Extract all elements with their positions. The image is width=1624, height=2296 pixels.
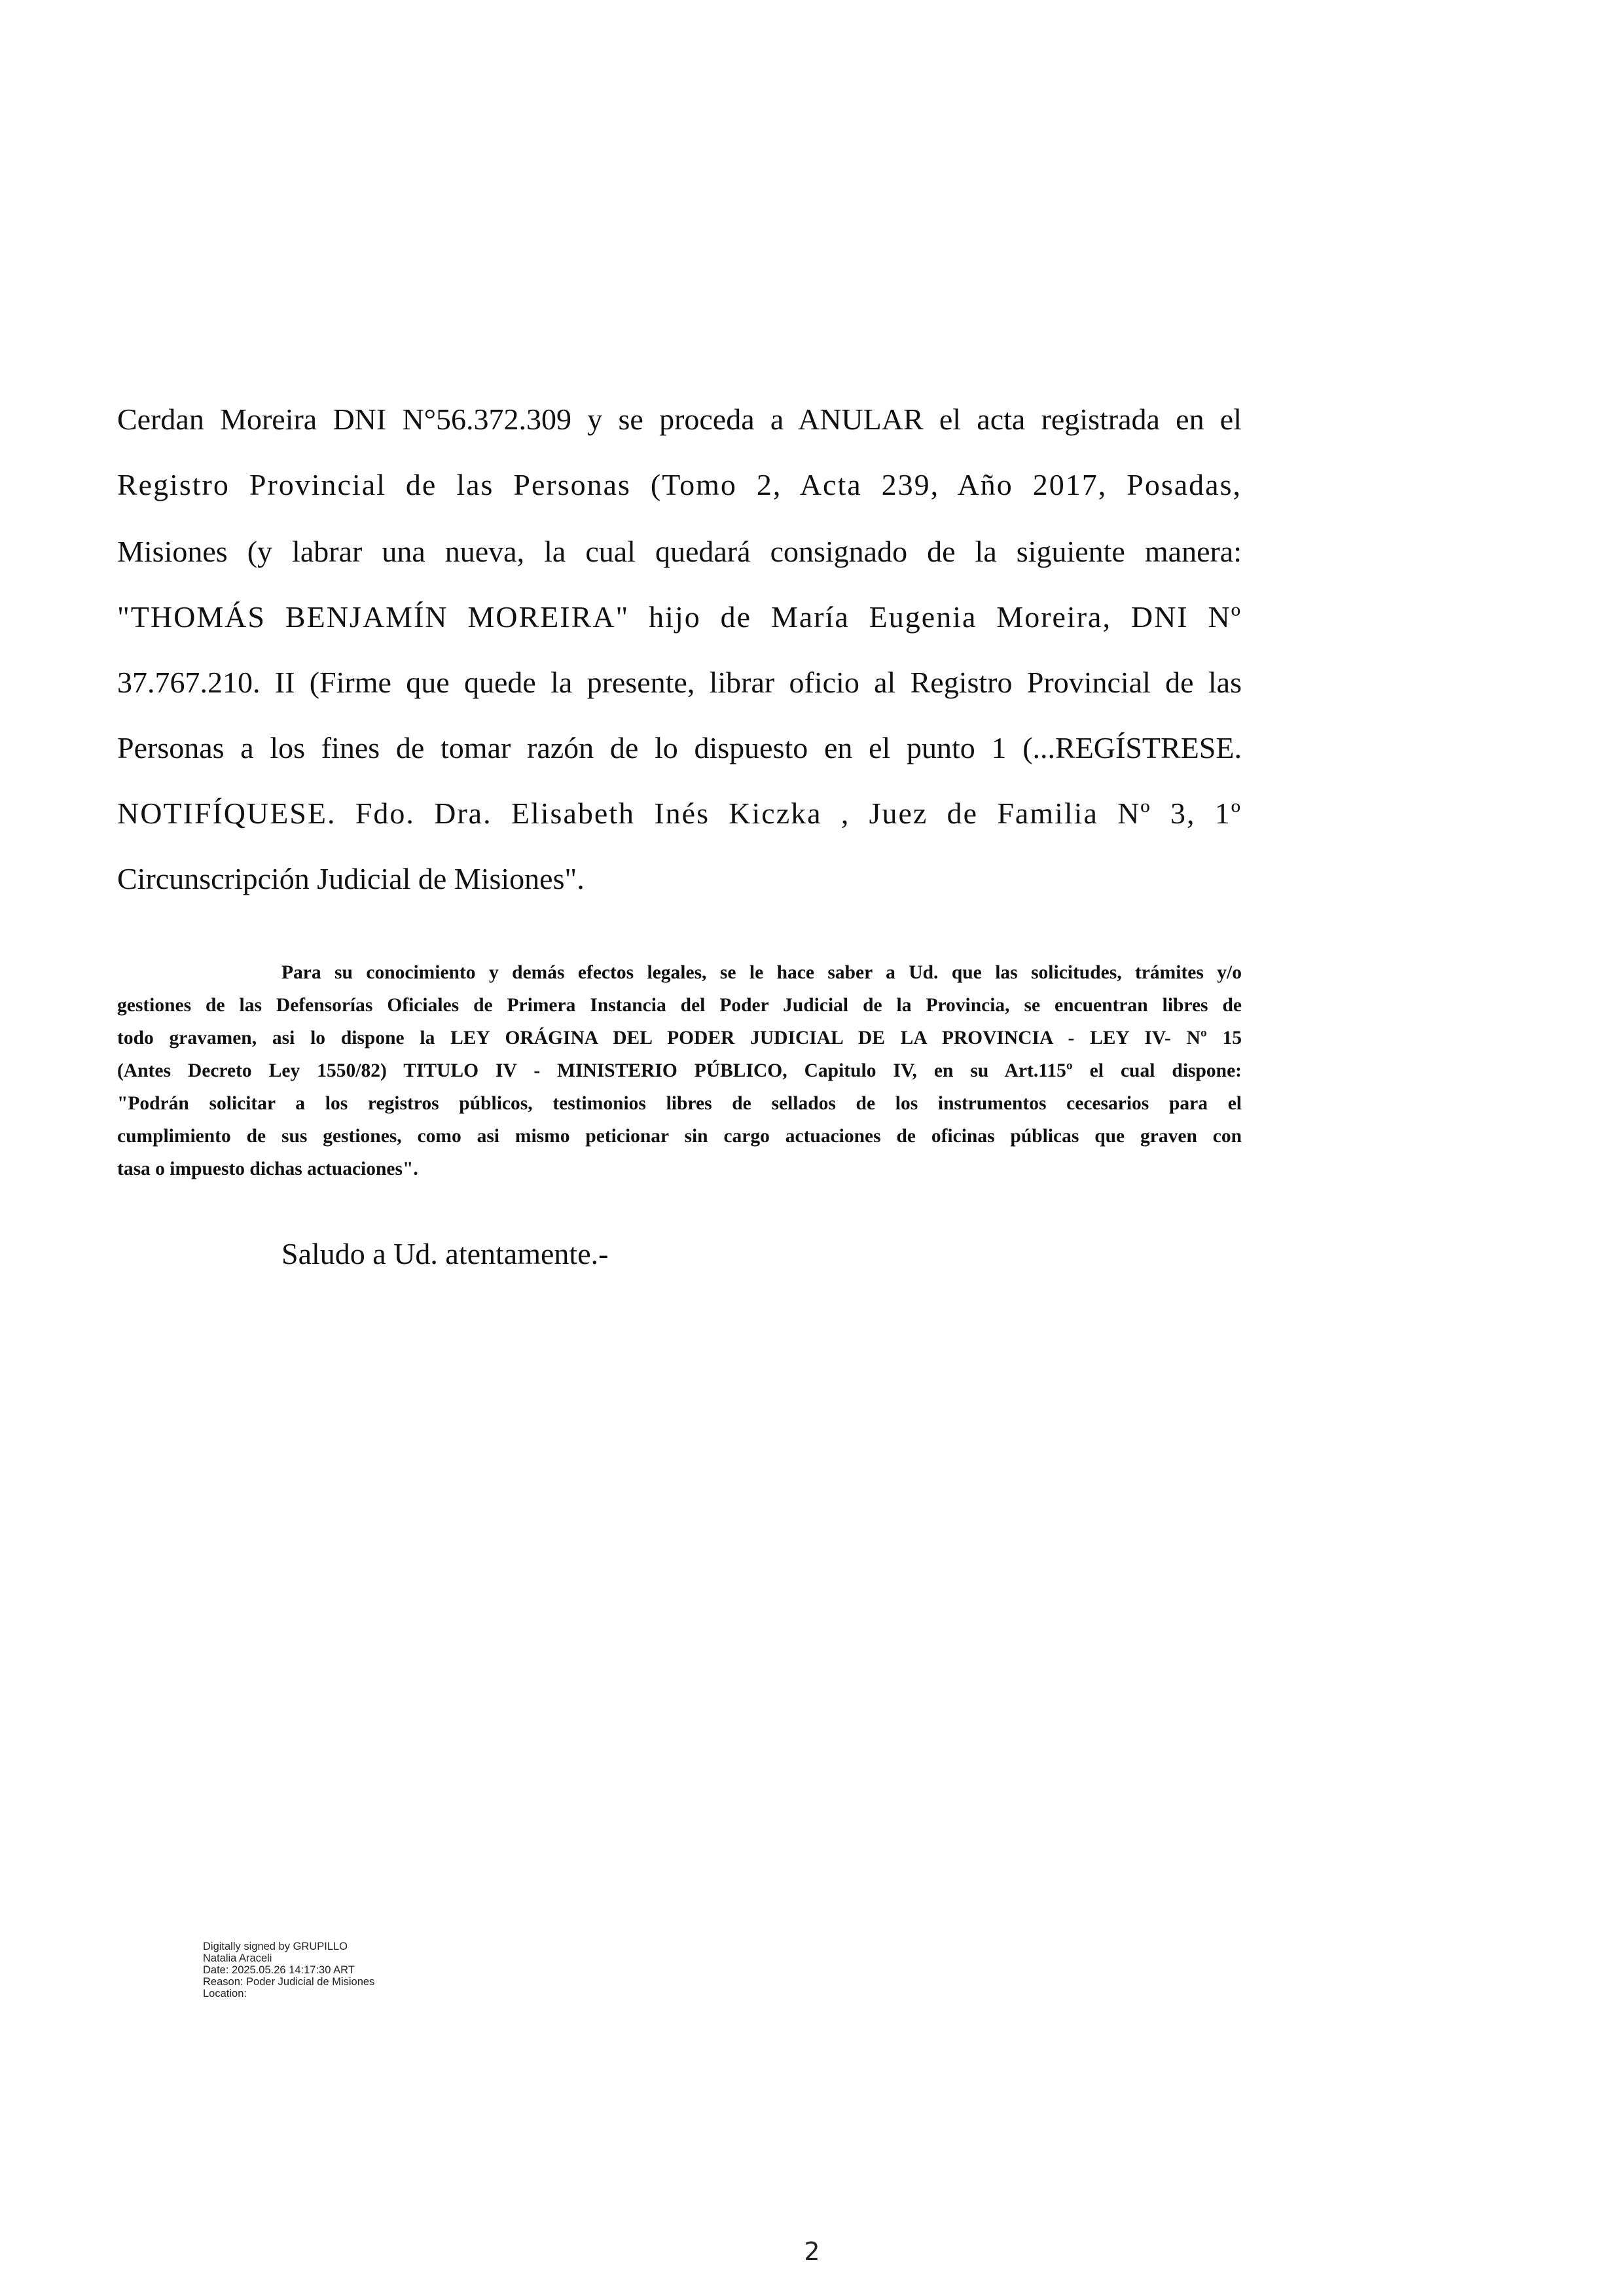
page-number: 2 <box>804 2237 820 2266</box>
notice-line: (Antes Decreto Ley 1550/82) TITULO IV - MINISTERIO PÚBLICO, Capitulo IV, en su Art.115º el cual dispone: <box>117 1060 1242 1081</box>
signature-line: Digitally signed by GRUPILLO <box>203 1941 348 1952</box>
body-line: Cerdan Moreira DNI N°56.372.309 y se proceda a ANULAR el acta registrada en el <box>117 403 1242 436</box>
notice-line: "Podrán solicitar a los registros públicos, testimonios libres de sellados de los instrumentos cecesarios para el <box>117 1093 1242 1114</box>
signature-line: Location: <box>203 1988 247 2000</box>
signature-line: Natalia Araceli <box>203 1952 272 1964</box>
body-line: Misiones (y labrar una nueva, la cual quedará consignado de la siguiente manera: <box>117 535 1242 568</box>
digital-signature <box>203 1941 374 2000</box>
body-line: "THOMÁS BENJAMÍN MOREIRA" hijo de María Eugenia Moreira, DNI Nº <box>117 600 1242 634</box>
body-line: Registro Provincial de las Personas (Tomo 2, Acta 239, Año 2017, Posadas, <box>117 468 1242 501</box>
signature-line: Reason: Poder Judicial de Misiones <box>203 1976 375 1988</box>
signature-line: Date: 2025.05.26 14:17:30 ART <box>203 1964 355 1976</box>
body-line: Personas a los fines de tomar razón de lo dispuesto en el punto 1 (...REGÍSTRESE. <box>117 731 1242 764</box>
notice-line: cumplimiento de sus gestiones, como asi mismo peticionar sin cargo actuaciones de oficinas públicas que graven con <box>117 1126 1242 1147</box>
closing-greeting: Saludo a Ud. atentamente.- <box>281 1237 609 1270</box>
notice-line: Para su conocimiento y demás efectos legales, se le hace saber a Ud. que las solicitudes, trámites y/o <box>281 962 1242 983</box>
body-line: Circunscripción Judicial de Misiones". <box>117 862 585 895</box>
notice-line: todo gravamen, asi lo dispone la LEY ORÁGINA DEL PODER JUDICIAL DE LA PROVINCIA - LEY IV- Nº 15 <box>117 1028 1242 1049</box>
body-line: NOTIFÍQUESE. Fdo. Dra. Elisabeth Inés Kiczka , Juez de Familia Nº 3, 1º <box>117 797 1242 830</box>
body-line: 37.767.210. II (Firme que quede la presente, librar oficio al Registro Provincial de las <box>117 666 1242 699</box>
notice-line: tasa o impuesto dichas actuaciones". <box>117 1158 418 1179</box>
notice-line: gestiones de las Defensorías Oficiales de Primera Instancia del Poder Judicial de la Provincia, se encuentran libres de <box>117 995 1242 1016</box>
